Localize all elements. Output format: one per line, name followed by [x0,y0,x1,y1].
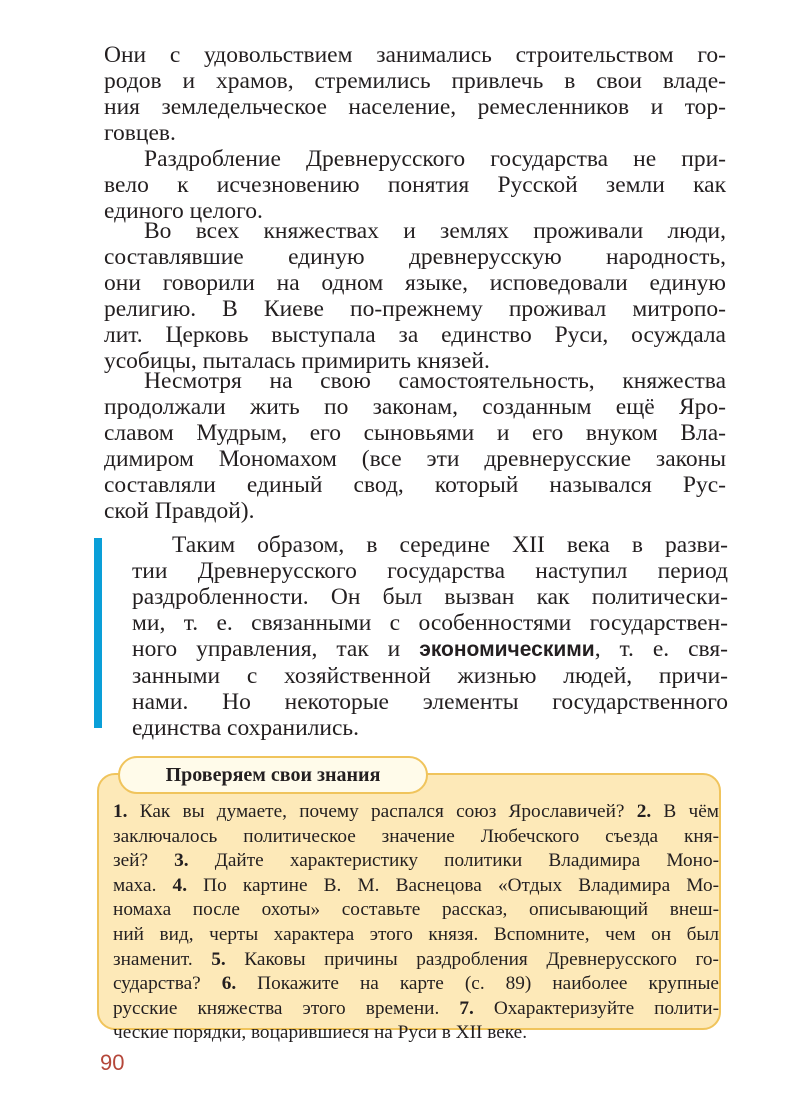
question-number: 4. [172,874,188,896]
highlighted-term: экономическими [419,638,595,661]
question-number: 5. [211,948,226,970]
text-line: единого целого. [104,198,263,224]
text-line: ми, т. е. связанными с особенностями государствен- [132,610,728,636]
text-line: единства сохранились. [132,715,360,741]
conclusion-block [94,532,734,741]
text-segment: Каковы причины раздробления Древнерусского го- [225,948,719,970]
text-line: славом Мудрым, его сыновьями и его внуком Вла- [104,420,726,446]
text-line: составляли единый свод, который назывался Рус- [104,472,726,498]
text-line [113,849,719,874]
review-questions-title: Проверяем свои знания [165,763,381,786]
text-segment: русские княжества этого времени. [113,997,460,1019]
text-line: усобицы, пыталась примирить князей. [104,348,490,374]
text-line: ния земледельческое население, ремесленников и тор- [104,94,726,120]
text-line [113,997,719,1022]
text-segment: сударства? [113,973,222,995]
question-number: 6. [221,973,237,995]
question-number: 7. [459,997,474,1019]
review-questions-text [113,800,719,1046]
page-number: 90 [100,1050,125,1075]
text-line: вело к исчезновению понятия Русской земли как [104,172,726,198]
text-segment: маха. [113,874,173,896]
text-line [113,972,719,997]
text-segment: Как вы думаете, почему распался союз Ярославичей? [127,801,637,822]
text-line: ской Правдой). [104,498,255,524]
text-line: занными с хозяйственной жизнью людей, причи- [132,663,728,689]
text-line: лит. Церковь выступала за единство Руси, осуждала [104,322,726,348]
text-segment: Покажите на карте (с. 89) наиболее крупные [236,973,719,995]
text-line: родов и храмов, стремились привлечь в свои владе- [104,68,726,94]
text-line: Они с удовольствием занимались строительством го- [104,42,726,68]
text-line: тии Древнерусского государства наступил период [132,558,728,584]
question-number: 3. [174,850,189,872]
text-line [113,800,719,825]
text-line [113,948,719,973]
conclusion-text [132,532,728,741]
accent-bar [94,538,102,728]
text-line: димиром Мономахом (все эти древнерусские законы [104,446,726,472]
text-line: Несмотря на свою самостоятельность, княжества [144,368,726,394]
paragraph-4 [104,368,726,524]
text-line: нами. Но некоторые элементы государственного [132,689,728,715]
text-segment: знаменит. [113,948,212,970]
text-line: религию. В Киеве по-прежнему проживал митропо- [104,296,726,322]
text-line: они говорили на одном языке, исповедовали единую [104,270,726,296]
text-line: Таким образом, в середине XII века в разви- [172,532,728,558]
text-line: ний вид, черты характера этого князя. Вспомните, чем он был [113,923,719,945]
text-segment: По картине В. М. Васнецова «Отдых Владимира Мо- [187,874,720,896]
text-line [113,874,719,899]
review-questions-title-tab [118,756,428,794]
question-number: 2. [636,801,652,822]
text-line: говцев. [104,120,176,146]
paragraph-1 [104,42,726,146]
text-segment: В чём [651,801,719,822]
text-line: ческие порядки, воцарившиеся на Руси в XII веке. [113,1022,528,1044]
paragraph-3 [104,218,726,374]
text-line [132,636,728,663]
text-line: заключалось политическое значение Любечского съезда кня- [113,825,719,847]
text-line: номаха после охоты» составьте рассказ, описывающий внеш- [113,899,719,921]
text-line: продолжали жить по законам, созданным ещё Яро- [104,394,726,420]
text-line: раздробленности. Он был вызван как политически- [132,584,728,610]
text-segment: , т. е. свя- [594,636,728,662]
text-segment: ного управления, так и [132,636,420,662]
text-segment: Дайте характеристику политики Владимира Моно- [188,850,720,872]
text-segment: Охарактеризуйте полити- [473,997,719,1019]
text-line: Раздробление Древнерусского государства не при- [144,146,726,172]
text-segment: зей? [113,850,175,872]
text-line: Во всех княжествах и землях проживали люди, [144,218,726,244]
text-line: составлявшие единую древнерусскую народность, [104,244,726,270]
paragraph-2 [104,146,726,224]
question-number: 1. [113,801,128,822]
